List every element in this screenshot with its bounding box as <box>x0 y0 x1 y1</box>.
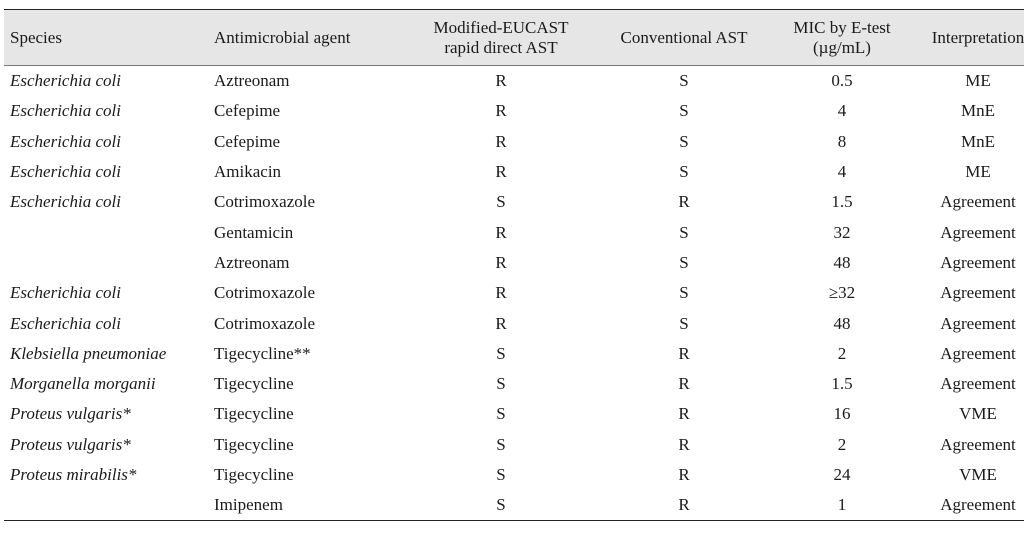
cell-mic: 32 <box>833 222 851 242</box>
table-row <box>4 217 1024 247</box>
results-table <box>4 9 1024 521</box>
cell-species: Proteus vulgaris* <box>10 404 131 424</box>
cell-species: Proteus mirabilis* <box>10 465 137 484</box>
cell-antimicrobial-agent: Aztreonam <box>214 71 290 91</box>
cell-antimicrobial-agent: Tigecycline <box>214 404 294 424</box>
cell-interpretation: Agreement <box>940 343 1016 363</box>
header-interpretation: Interpretation <box>931 27 1024 47</box>
table-body <box>4 66 1024 521</box>
cell-interpretation: ME <box>965 162 991 182</box>
cell-antimicrobial-agent: Tigecycline <box>214 465 294 484</box>
cell-rapid-ast: S <box>496 434 506 454</box>
cell-species: Escherichia coli <box>10 283 121 303</box>
cell-species <box>4 217 210 247</box>
cell-conventional-ast: R <box>598 490 770 521</box>
cell-species: Proteus vulgaris* <box>10 434 131 454</box>
cell-interpretation: Agreement <box>940 283 1016 303</box>
cell-rapid-ast: S <box>496 404 506 424</box>
header-mic-line1: MIC by E-test <box>793 17 891 37</box>
cell-conventional-ast: S <box>679 71 689 91</box>
table-row <box>4 399 1024 429</box>
cell-rapid-ast: S <box>496 192 506 212</box>
table-row <box>4 66 1024 97</box>
cell-rapid-ast: R <box>495 71 507 91</box>
header-row <box>4 10 1024 66</box>
header-conventional-ast: Conventional AST <box>620 27 748 47</box>
cell-mic: 8 <box>837 131 847 151</box>
cell-mic: 24 <box>833 465 851 484</box>
cell-mic: 48 <box>833 252 851 272</box>
table-row <box>4 430 1024 460</box>
cell-species: Escherichia coli <box>10 131 121 151</box>
table-header <box>4 10 1024 66</box>
table-row <box>4 278 1024 308</box>
header-rapid-ast-line2: rapid direct AST <box>444 37 558 57</box>
cell-conventional-ast: R <box>678 434 690 454</box>
header-species: Species <box>10 27 62 47</box>
cell-species <box>4 490 210 521</box>
cell-mic: 0.5 <box>831 71 853 91</box>
cell-mic: 2 <box>837 434 847 454</box>
cell-conventional-ast: R <box>678 374 690 394</box>
header-rapid-ast-line1: Modified-EUCAST <box>433 17 569 37</box>
cell-rapid-ast: R <box>495 162 507 182</box>
cell-interpretation: Agreement <box>914 490 1024 521</box>
cell-conventional-ast: S <box>679 252 689 272</box>
cell-species: Escherichia coli <box>10 192 121 212</box>
table-row <box>4 127 1024 157</box>
cell-conventional-ast: S <box>679 131 689 151</box>
cell-conventional-ast: R <box>678 404 690 424</box>
table-row <box>4 460 1024 490</box>
cell-mic: 16 <box>833 404 851 424</box>
cell-interpretation: MnE <box>961 131 995 151</box>
cell-mic: 48 <box>833 313 851 333</box>
cell-conventional-ast: S <box>679 222 689 242</box>
cell-interpretation: Agreement <box>940 192 1016 212</box>
cell-antimicrobial-agent: Tigecycline <box>214 434 294 454</box>
table-row <box>4 339 1024 369</box>
cell-conventional-ast: S <box>679 162 689 182</box>
cell-species: Escherichia coli <box>10 162 121 182</box>
header-mic-line2: (µg/mL) <box>813 37 871 57</box>
cell-rapid-ast: S <box>404 490 598 521</box>
table-row <box>4 369 1024 399</box>
table-row <box>4 248 1024 278</box>
cell-species: Escherichia coli <box>10 101 121 121</box>
cell-antimicrobial-agent: Aztreonam <box>214 252 290 272</box>
cell-interpretation: ME <box>965 71 991 91</box>
cell-species: Morganella morganii <box>10 374 156 394</box>
cell-mic: 1.5 <box>831 192 853 212</box>
header-rapid-ast <box>404 10 598 66</box>
cell-antimicrobial-agent: Cotrimoxazole <box>214 313 316 333</box>
table-row <box>4 96 1024 126</box>
cell-antimicrobial-agent: Imipenem <box>210 490 404 521</box>
cell-conventional-ast: R <box>678 343 690 363</box>
table-row <box>4 187 1024 217</box>
cell-species <box>4 248 210 278</box>
cell-rapid-ast: R <box>495 222 507 242</box>
cell-interpretation: Agreement <box>940 434 1016 454</box>
cell-conventional-ast: R <box>678 192 690 212</box>
header-antimicrobial-agent: Antimicrobial agent <box>214 27 351 47</box>
table-row <box>4 308 1024 338</box>
cell-antimicrobial-agent: Tigecycline** <box>214 343 311 363</box>
cell-interpretation: Agreement <box>940 252 1016 272</box>
cell-antimicrobial-agent: Tigecycline <box>214 374 294 394</box>
cell-rapid-ast: R <box>495 283 507 303</box>
results-table-container <box>4 9 1024 521</box>
cell-mic: ≥32 <box>828 283 856 303</box>
cell-rapid-ast: S <box>496 465 506 484</box>
cell-rapid-ast: R <box>495 101 507 121</box>
cell-conventional-ast: S <box>679 283 689 303</box>
table-row <box>4 490 1024 521</box>
cell-rapid-ast: R <box>495 131 507 151</box>
cell-species: Escherichia coli <box>10 71 121 91</box>
cell-interpretation: Agreement <box>940 313 1016 333</box>
cell-mic: 4 <box>837 101 847 121</box>
cell-antimicrobial-agent: Gentamicin <box>214 222 294 242</box>
cell-mic: 4 <box>837 162 847 182</box>
cell-interpretation: Agreement <box>940 222 1016 242</box>
cell-interpretation: VME <box>959 404 997 424</box>
cell-antimicrobial-agent: Amikacin <box>214 162 282 182</box>
cell-conventional-ast: S <box>679 101 689 121</box>
cell-interpretation: VME <box>959 465 997 484</box>
cell-antimicrobial-agent: Cefepime <box>214 131 281 151</box>
cell-rapid-ast: R <box>495 252 507 272</box>
cell-conventional-ast: S <box>679 313 689 333</box>
header-mic <box>770 10 914 66</box>
cell-antimicrobial-agent: Cotrimoxazole <box>214 283 316 303</box>
cell-mic: 1 <box>770 490 914 521</box>
cell-rapid-ast: S <box>496 343 506 363</box>
cell-interpretation: Agreement <box>940 374 1016 394</box>
cell-rapid-ast: R <box>495 313 507 333</box>
cell-conventional-ast: R <box>678 465 690 484</box>
cell-mic: 2 <box>837 343 847 363</box>
cell-mic: 1.5 <box>831 374 853 394</box>
table-row <box>4 157 1024 187</box>
cell-species: Escherichia coli <box>10 313 121 333</box>
cell-interpretation: MnE <box>961 101 995 121</box>
cell-rapid-ast: S <box>496 374 506 394</box>
cell-antimicrobial-agent: Cefepime <box>214 101 281 121</box>
cell-species: Klebsiella pneumoniae <box>10 343 167 363</box>
cell-antimicrobial-agent: Cotrimoxazole <box>214 192 316 212</box>
